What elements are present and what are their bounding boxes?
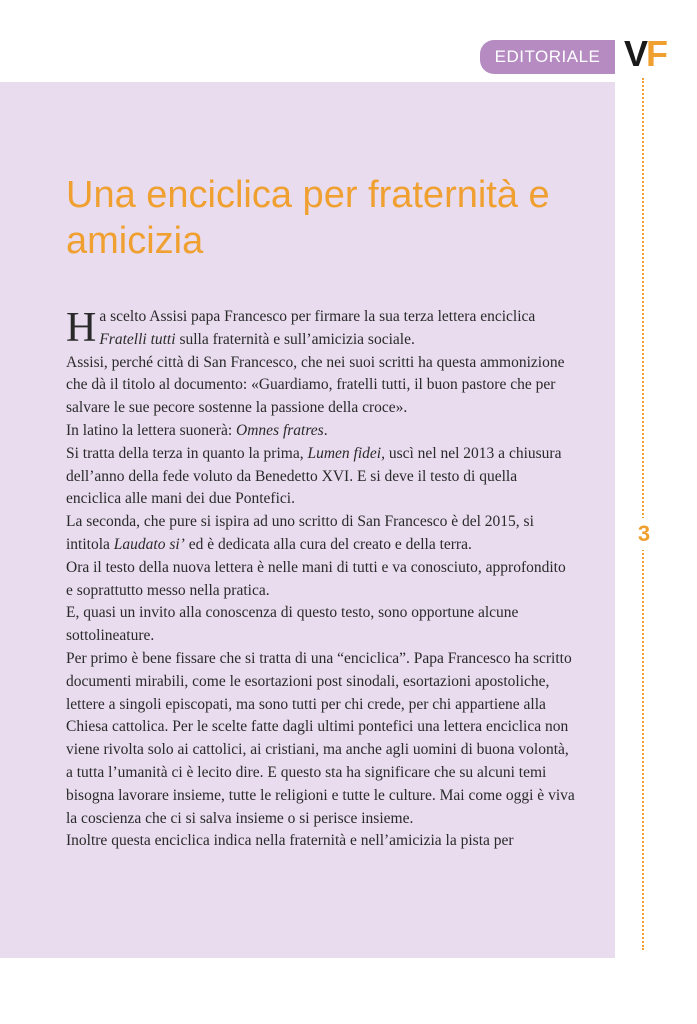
paragraph-8: Per primo è bene fissare che si tratta di una “enciclica”. Papa Francesco ha scritto documenti mirabili, come le esortazioni post sinodali, esortazioni apostoliche, lettere a singoli episcopati, ma sono tutti per chi crede, per chi appartiene alla Chiesa cattolica. Per le scelte fatte dagli ultimi pontefici una lettera enciclica non viene rivolta solo ai cattolici, ai cristiani, ma anche agli uomini di buona volontà, a tutta l’umanità ci è lecito dire. E questo sta ha significare che su alcuni temi bisogna lavorare insieme, tutte le religioni e tutte le culture. Mai come oggi è viva la coscienza che ci si salva insieme o si perisce insieme. [66, 649, 575, 827]
margin-dotted-rule [642, 78, 644, 950]
article-title: Una enciclica per fraternità e amicizia [66, 174, 550, 262]
paragraph-6: Ora il testo della nuova lettera è nelle mani di tutti e va conosciuto, approfondito e soprattutto messo nella pratica. [66, 558, 566, 599]
drop-cap: H [66, 305, 97, 351]
paragraph-4: Si tratta della terza in quanto la prima, Lumen fidei, uscì nel nel 2013 a chiusura dell’anno della fede voluto da Benedetto XVI. E si deve il testo di quella enciclica alle mani dei due Pontefici. [66, 444, 562, 508]
paragraph-3: In latino la lettera suonerà: Omnes fratres. [66, 421, 328, 439]
article-body [66, 306, 576, 853]
paragraph-5: La seconda, che pure si ispira ad uno scritto di San Francesco è del 2015, si intitola Laudato si’ ed è dedicata alla cura del creato e della terra. [66, 513, 534, 553]
paragraph-1: Ha scelto Assisi papa Francesco per firmare la sua terza lettera enciclica Fratelli tutti sulla fraternità e sull’amicizia sociale. [66, 305, 536, 351]
paragraph-9: Inoltre questa enciclica indica nella fraternità e nell’amicizia la pista per [66, 832, 514, 850]
logo-letter-f: F [646, 33, 667, 74]
logo-letter-v: V [624, 33, 647, 74]
paragraph-7: E, quasi un invito alla conoscenza di questo testo, sono opportune alcune sottolineature. [66, 604, 519, 645]
page-number: 3 [632, 518, 656, 550]
paragraph-2: Assisi, perché città di San Francesco, che nei suoi scritti ha questa ammonizione che dà il titolo al documento: «Guardiamo, fratelli tutti, il buon pastore che per salvare le sue pecore sostenne la passione della croce». [66, 353, 565, 417]
section-tab [480, 40, 615, 74]
magazine-logo [624, 34, 666, 74]
section-label: EDITORIALE [494, 47, 601, 66]
